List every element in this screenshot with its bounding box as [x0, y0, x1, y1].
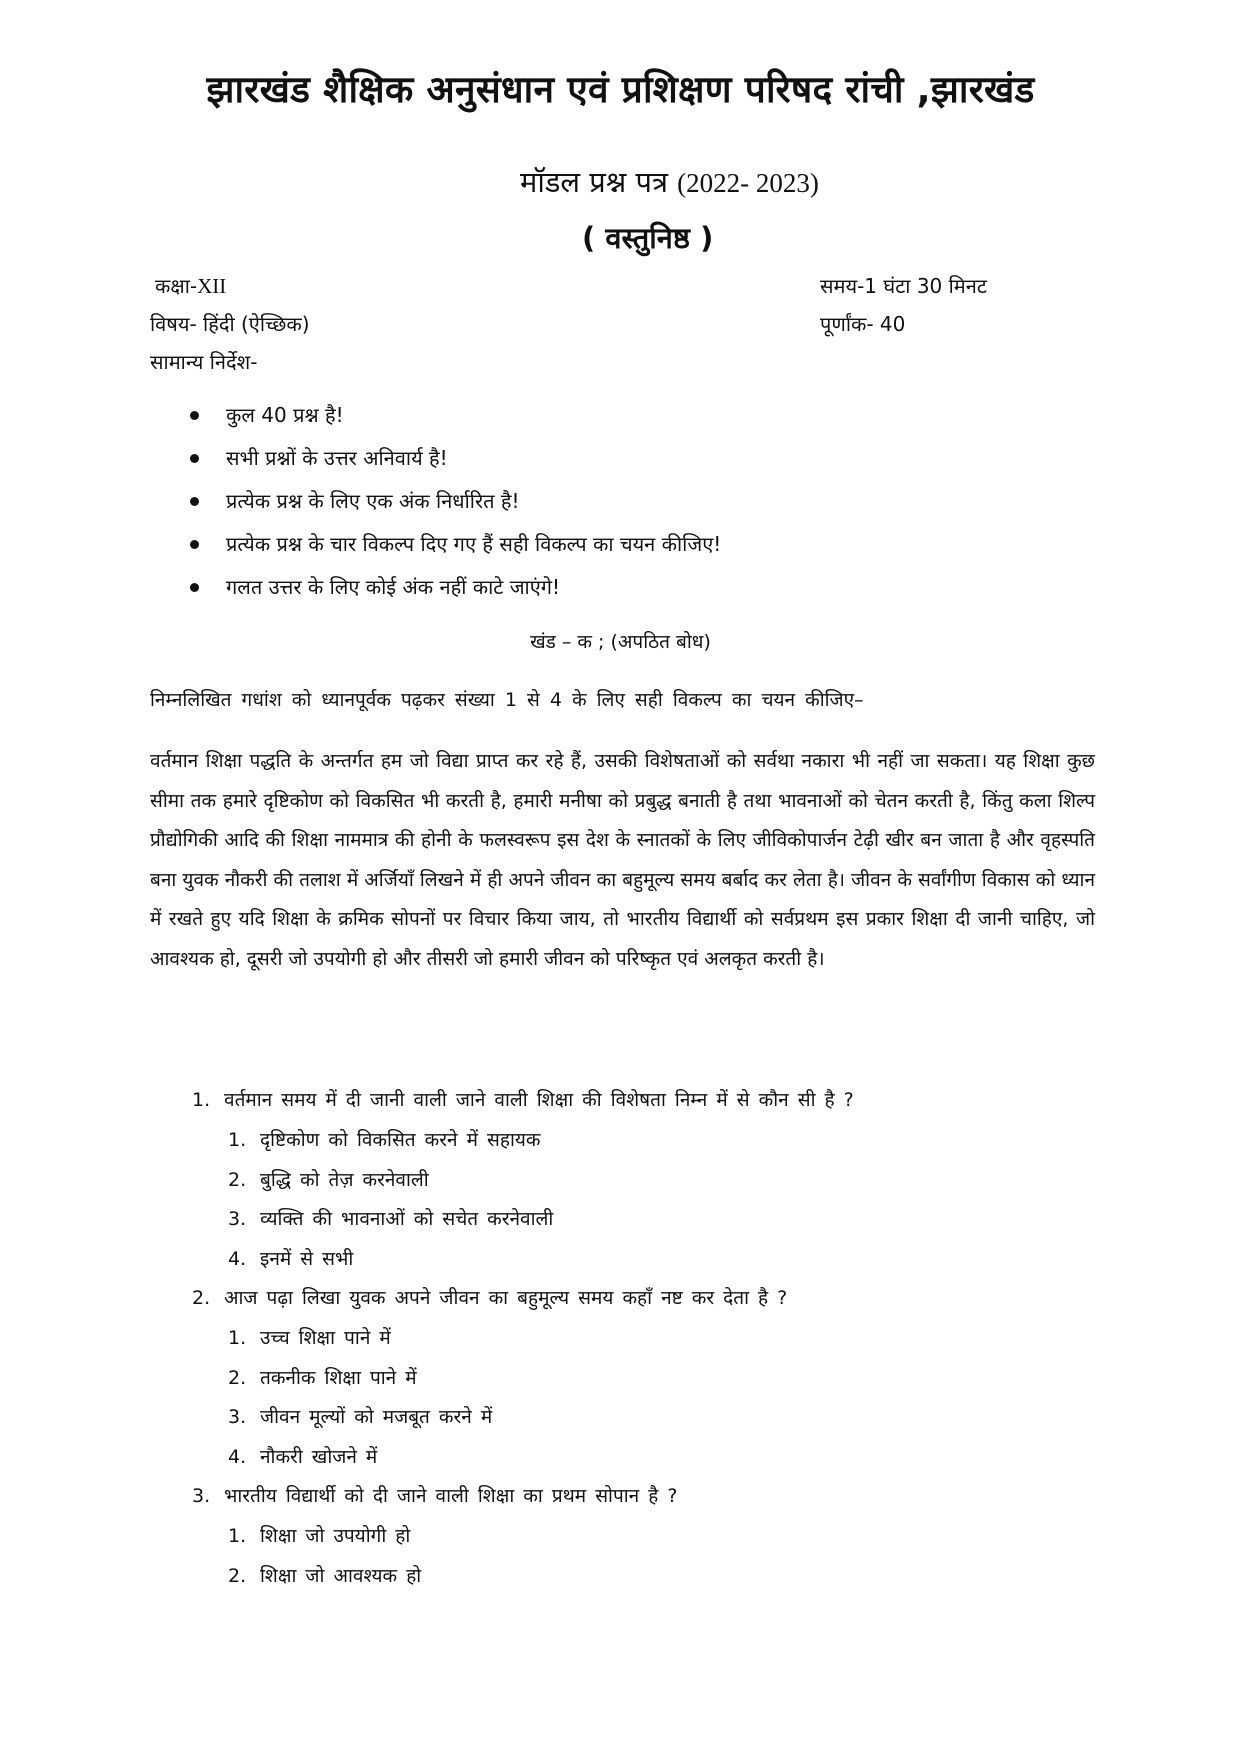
question-number: 1. — [192, 1089, 211, 1111]
instructions-list — [190, 400, 721, 615]
option-item: 4. नौकरी खोजने में — [228, 1445, 378, 1468]
section-directive: निम्नलिखित गधांश को ध्यानपूर्वक पढ़कर संख्या 1 से 4 के लिए सही विकल्प का चयन कीजिए– — [150, 689, 864, 711]
option-item: 2. शिक्षा जो आवश्यक हो — [228, 1564, 422, 1587]
class-info — [155, 272, 226, 299]
option-item: 1. उच्च शिक्षा पाने में — [228, 1327, 391, 1349]
time-info: समय-1 घंटा 30 मिनट — [820, 274, 987, 298]
option-item: 2. तकनीक शिक्षा पाने में — [228, 1366, 417, 1389]
option-item: 1. दृष्टिकोण को विकसित करने में सहायक — [228, 1129, 541, 1151]
question-text: भारतीय विद्यार्थी को दी जाने वाली शिक्षा का प्रथम सोपान है ? — [224, 1485, 678, 1507]
option-item: 3. व्यक्ति की भावनाओं को सचेत करनेवाली — [228, 1208, 554, 1230]
bullet-icon — [190, 454, 199, 463]
instruction-item: कुल 40 प्रश्न है! — [190, 400, 721, 443]
subject-info: विषय- हिंदी (ऐच्छिक) — [150, 312, 310, 336]
questions-list — [192, 1082, 1092, 1597]
option-item: 4. इनमें से सभी — [228, 1247, 354, 1270]
question-text: आज पढ़ा लिखा युवक अपने जीवन का बहुमूल्य समय कहाँ नष्ट कर देता है ? — [224, 1287, 788, 1309]
question-3 — [192, 1478, 1092, 1518]
paper-label: मॉडल प्रश्न पत्र — [520, 165, 678, 199]
instruction-item: सभी प्रश्नों के उत्तर अनिवार्य है! — [190, 443, 721, 486]
option-item: 2. बुद्धि को तेज़ करनेवाली — [228, 1168, 429, 1191]
board-title: झारखंड शैक्षिक अनुसंधान एवं प्रशिक्षण परिषद रांची ,झारखंड — [206, 68, 1035, 111]
reading-passage: वर्तमान शिक्षा पद्धति के अन्तर्गत हम जो विद्या प्राप्त कर रहे हैं, उसकी विशेषताओं को सर्वथा नकारा भी नहीं जा सकता। यह शिक्षा कुछ सीमा तक हमारे दृष्टिकोण को विकसित भी करती है, हमारी मनीषा को प्रबुद्ध बनाती है तथा भावनाओं को चेतन करती है, किंतु कला शिल्प प्रौद्योगिकी आदि की शिक्षा नाममात्र की होनी के फलस्वरूप इस देश के स्नातकों के लिए जीविकोपार्जन टेढ़ी खीर बन जाता है और वृहस्पति बना युवक नौकरी की तलाश में अर्जियाँ लिखने में ही अपने जीवन का बहुमूल्य समय बर्बाद कर लेता है। जीवन के सर्वांगीण विकास को ध्यान में रखते हुए यदि शिक्षा के क्रमिक सोपनों पर विचार किया जाय, तो भारतीय विद्यार्थी को सर्वप्रथम इस प्रकार शिक्षा दी जानी चाहिए, जो आवश्यक हो, दूसरी जो उपयोगी हो और तीसरी जो हमारी जीवन को परिष्कृत एवं अलकृत करती है। — [150, 750, 1095, 970]
instruction-item: प्रत्येक प्रश्न के चार विकल्प दिए गए हैं सही विकल्प का चयन कीजिए! — [190, 529, 721, 572]
bullet-icon — [190, 583, 199, 592]
bullet-icon — [190, 411, 199, 420]
bullet-icon — [190, 540, 199, 549]
question-1 — [192, 1082, 1092, 1122]
question-number: 2. — [192, 1287, 211, 1309]
paper-year: (2022- 2023) — [677, 168, 819, 198]
question-2 — [192, 1280, 1092, 1320]
instruction-item: गलत उत्तर के लिए कोई अंक नहीं काटे जाएंगे! — [190, 572, 721, 615]
class-label: कक्षा- — [155, 274, 198, 298]
class-value: XII — [197, 274, 227, 298]
general-instructions-label: सामान्य निर्देश- — [150, 350, 258, 374]
bullet-icon — [190, 497, 199, 506]
marks-info: पूर्णांक- 40 — [820, 312, 906, 336]
paper-title — [520, 162, 819, 201]
option-item: 3. जीवन मूल्यों को मजबूत करने में — [228, 1406, 493, 1428]
question-text: वर्तमान समय में दी जानी वाली जाने वाली शिक्षा की विशेषता निम्न में से कौन सी है ? — [224, 1089, 854, 1111]
question-number: 3. — [192, 1485, 211, 1507]
option-item: 1. शिक्षा जो उपयोगी हो — [228, 1525, 411, 1547]
section-heading: खंड – क ; (अपठित बोध) — [530, 631, 711, 653]
paper-type: ( वस्तुनिष्ठ ) — [582, 221, 714, 255]
instruction-item: प्रत्येक प्रश्न के लिए एक अंक निर्धारित है! — [190, 486, 721, 529]
